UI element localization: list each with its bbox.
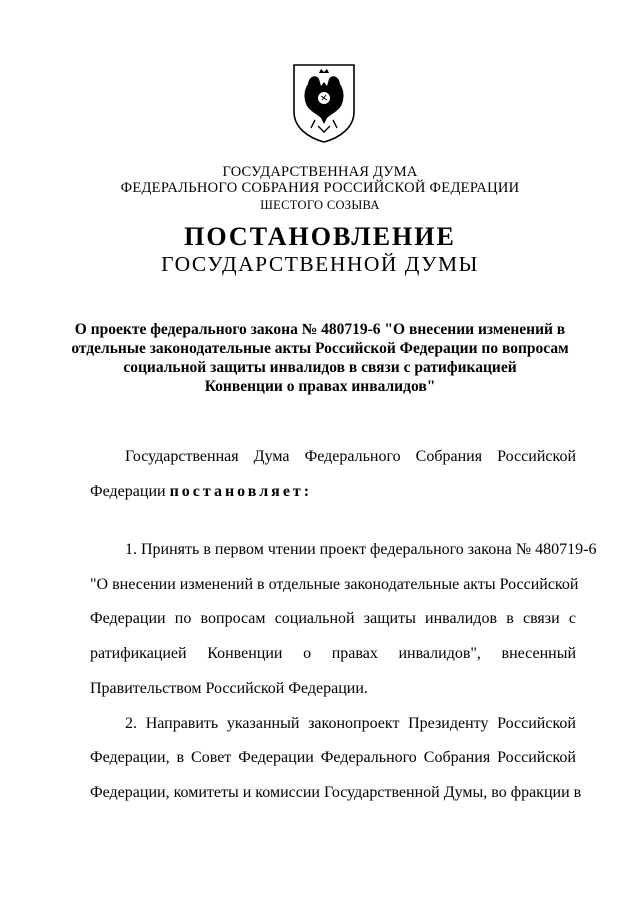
- subject-line-4: Конвенции о правах инвалидов": [204, 378, 436, 395]
- preamble-line-2: [90, 483, 576, 501]
- document-subtitle: ГОСУДАРСТВЕННОЙ ДУМЫ: [161, 252, 479, 276]
- subject-line-1: О проекте федерального закона № 480719-6 "О внесении изменений в: [74, 321, 566, 338]
- subject-line-3: социальной защиты инвалидов в связи с ратификацией: [123, 359, 517, 376]
- item2-line-1: 2. Направить указанный законопроект Президенту Российской: [125, 715, 576, 732]
- subject-line-2: отдельные законодательные акты Российской Федерации по вопросам: [71, 340, 569, 357]
- item1-line-2: "О внесении изменений в отдельные законодательные акты Российской: [90, 576, 579, 593]
- document-title: ПОСТАНОВЛЕНИЕ: [184, 222, 456, 251]
- item2-line-2: Федерации, в Совет Федерации Федерального Собрания Российской: [90, 749, 576, 766]
- preamble-line-2-start: Федерации: [90, 483, 170, 500]
- decree-word: постановляет:: [169, 483, 313, 500]
- issuer-line-1: ГОСУДАРСТВЕННАЯ ДУМА: [222, 164, 418, 180]
- item1-line-1: 1. Принять в первом чтении проект федерального закона № 480719-6: [125, 541, 597, 558]
- convocation-line: ШЕСТОГО СОЗЫВА: [260, 198, 380, 212]
- item1-line-4: ратификацией Конвенции о правах инвалидов", внесенный: [90, 645, 576, 662]
- issuer-line-2: ФЕДЕРАЛЬНОГО СОБРАНИЯ РОССИЙСКОЙ ФЕДЕРАЦИИ: [120, 180, 520, 196]
- russian-coat-of-arms-icon: [291, 62, 357, 144]
- item1-line-3: Федерации по вопросам социальной защиты инвалидов в связи с: [90, 610, 576, 627]
- preamble-line-1: Государственная Дума Федерального Собрания Российской: [125, 448, 576, 465]
- item2-line-3: Федерации, комитеты и комиссии Государственной Думы, во фракции в: [90, 784, 582, 801]
- item1-line-5: Правительством Российской Федерации.: [90, 680, 368, 697]
